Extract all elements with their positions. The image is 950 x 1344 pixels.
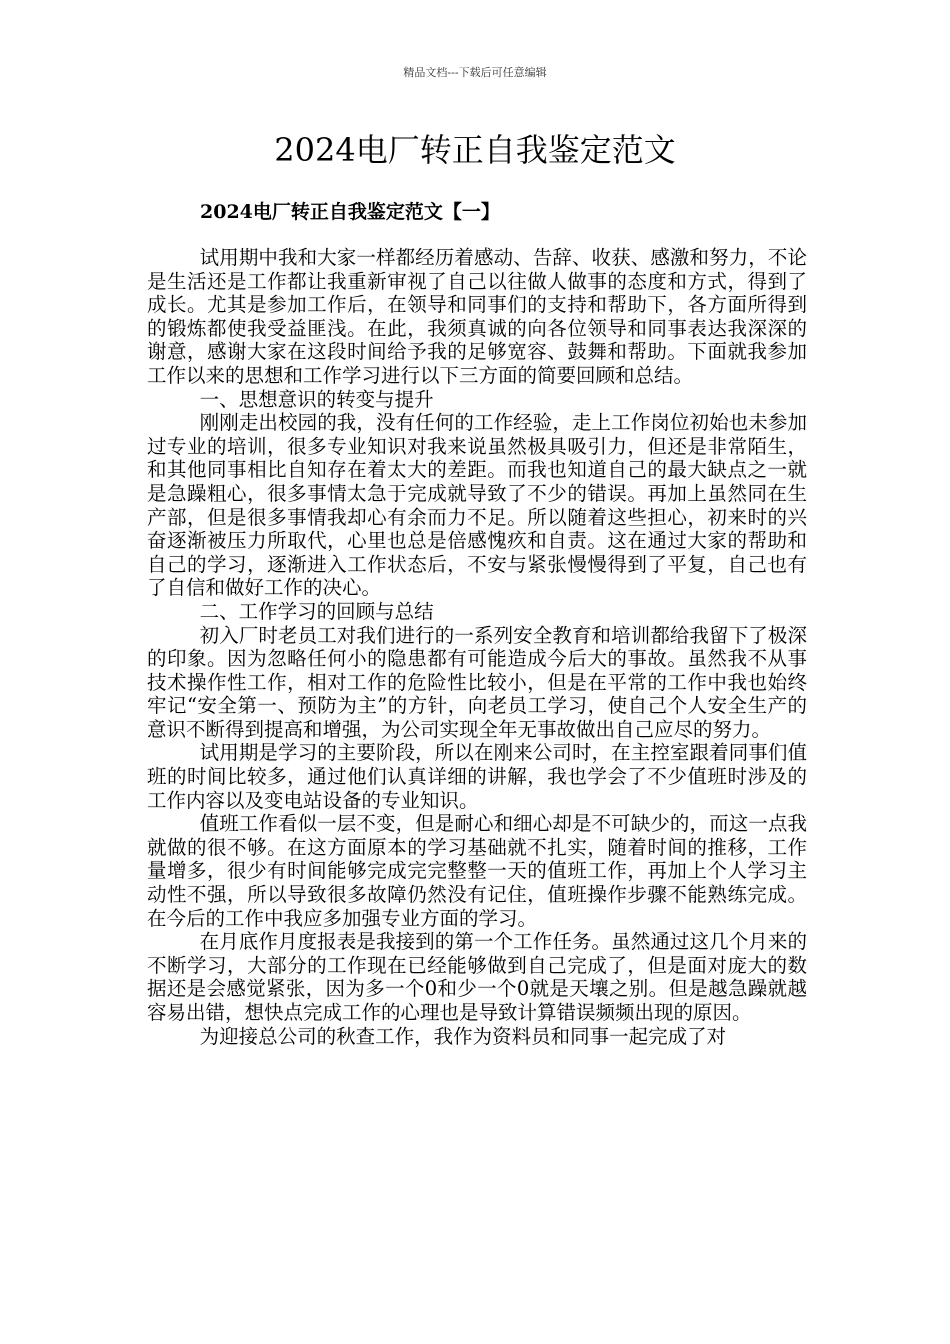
subheading-ideology: 一、思想意识的转变与提升 <box>199 387 434 411</box>
document-title: 2024电厂转正自我鉴定范文 <box>274 131 676 169</box>
header-note: 精品文档---下载后可任意编辑 <box>403 66 547 79</box>
subheading-work-review: 二、工作学习的回顾与总结 <box>199 599 434 623</box>
paragraph-safety: 初入厂时老员工对我们进行的一系列安全教育和培训都给我留下了极深的印象。因为忽略任何小的隐患都有可能造成今后大的事故。虽然我不从事技术操作性工作，相对工作的危险性比较小，但是在平常的工作中我也始终牢记“安全第一、预防为主”的方针，向老员工学习，使自己个人安全生产的意识不断得到提高和增强，为公司实现全年无事故做出自己应尽的努力。 <box>147 623 807 741</box>
paragraph-probation: 试用期是学习的主要阶段，所以在刚来公司时，在主控室跟着同事们值班的时间比较多，通过他们认真详细的讲解，我也学会了不少值班时涉及的工作内容以及变电站设备的专业知识。 <box>147 741 807 812</box>
paragraph-duty: 值班工作看似一层不变，但是耐心和细心却是不可缺少的，而这一点我就做的很不够。在这方面原本的学习基础就不扎实，随着时间的推移，工作量增多，很少有时间能够完成完完整整一天的值班工作，再加上个人学习主动性不强，所以导致很多故障仍然没有记住，值班操作步骤不能熟练完成。在今后的工作中我应多加强专业方面的学习。 <box>147 812 807 930</box>
paragraph-intro: 试用期中我和大家一样都经历着感动、告辞、收获、感激和努力，不论是生活还是工作都让我重新审视了自己以往做人做事的态度和方式，得到了成长。尤其是参加工作后，在领导和同事们的支持和帮助下，各方面所得到的锻炼都使我受益匪浅。在此，我须真诚的向各位领导和同事表达我深深的谢意，感谢大家在这段时间给予我的足够宽容、鼓舞和帮助。下面就我参加工作以来的思想和工作学习进行以下三方面的简要回顾和总结。 <box>147 246 807 387</box>
section-heading: 2024电厂转正自我鉴定范文【一】 <box>200 201 500 223</box>
paragraph-ideology: 刚刚走出校园的我，没有任何的工作经验，走上工作岗位初始也未参加过专业的培训，很多专业知识对我来说虽然极具吸引力，但还是非常陌生，和其他同事相比自知存在着太大的差距。而我也知道自己的最大缺点之一就是急躁粗心，很多事情太急于完成就导致了不少的错误。再加上虽然同在生产部，但是很多事情我却心有余而力不足。所以随着这些担心，初来时的兴奋逐渐被压力所取代，心里也总是倍感愧疚和自责。这在通过大家的帮助和自己的学习，逐渐进入工作状态后，不安与紧张慢慢得到了平复，自己也有了自信和做好工作的决心。 <box>147 411 807 600</box>
paragraph-inspection: 为迎接总公司的秋查工作，我作为资料员和同事一起完成了对 <box>199 1024 727 1048</box>
document-body <box>147 246 807 1048</box>
paragraph-report: 在月底作月度报表是我接到的第一个工作任务。虽然通过这几个月来的不断学习，大部分的工作现在已经能够做到自己完成了，但是面对庞大的数据还是会感觉紧张，因为多一个0和少一个0就是天壤之别。但是越急躁就越容易出错，想快点完成工作的心理也是导致计算错误频频出现的原因。 <box>147 930 807 1024</box>
